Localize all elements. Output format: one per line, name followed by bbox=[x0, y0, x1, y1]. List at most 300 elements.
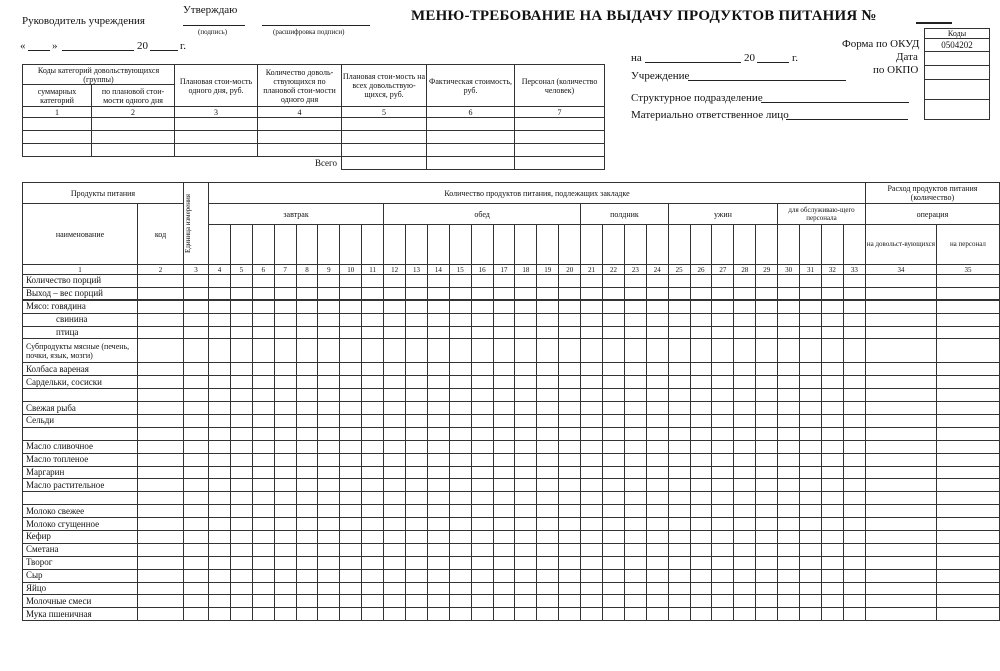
signature-decode-line[interactable] bbox=[262, 25, 370, 26]
row-cell[interactable] bbox=[537, 582, 559, 595]
row-cell[interactable] bbox=[843, 518, 865, 531]
row-cell[interactable] bbox=[756, 339, 778, 363]
row-cell[interactable] bbox=[209, 427, 231, 440]
row-cell[interactable] bbox=[493, 543, 515, 556]
row-cell[interactable] bbox=[252, 608, 274, 621]
row-cell[interactable] bbox=[184, 389, 209, 402]
row-cell[interactable] bbox=[209, 518, 231, 531]
row-cell[interactable] bbox=[252, 275, 274, 288]
row-cell[interactable] bbox=[865, 275, 936, 288]
row-cell[interactable] bbox=[690, 479, 712, 492]
cat-cell[interactable] bbox=[92, 131, 175, 144]
row-cell[interactable] bbox=[362, 376, 384, 389]
row-cell[interactable] bbox=[734, 415, 756, 428]
row-cell[interactable] bbox=[581, 582, 603, 595]
row-cell[interactable] bbox=[800, 518, 822, 531]
row-cell[interactable] bbox=[138, 300, 184, 313]
row-cell[interactable] bbox=[427, 569, 449, 582]
row-cell[interactable] bbox=[340, 505, 362, 518]
row-cell[interactable] bbox=[668, 492, 690, 505]
row-cell[interactable] bbox=[471, 518, 493, 531]
row-cell[interactable] bbox=[138, 556, 184, 569]
row-cell[interactable] bbox=[537, 505, 559, 518]
row-cell[interactable] bbox=[384, 339, 406, 363]
row-cell[interactable] bbox=[406, 313, 428, 326]
row-cell[interactable] bbox=[515, 363, 537, 376]
row-cell[interactable] bbox=[318, 339, 340, 363]
row-cell[interactable] bbox=[603, 595, 625, 608]
row-cell[interactable] bbox=[646, 556, 668, 569]
responsible-line[interactable] bbox=[786, 119, 908, 120]
row-cell[interactable] bbox=[318, 376, 340, 389]
row-cell[interactable] bbox=[406, 543, 428, 556]
cat-cell[interactable] bbox=[92, 118, 175, 131]
row-cell[interactable] bbox=[668, 402, 690, 415]
cat-cell[interactable] bbox=[92, 144, 175, 157]
row-cell[interactable] bbox=[624, 543, 646, 556]
row-cell[interactable] bbox=[427, 492, 449, 505]
cat-cell[interactable] bbox=[23, 131, 92, 144]
meal-subcol-cell[interactable] bbox=[362, 225, 384, 265]
row-cell[interactable] bbox=[252, 427, 274, 440]
row-cell[interactable] bbox=[384, 505, 406, 518]
row-cell[interactable] bbox=[624, 363, 646, 376]
row-cell[interactable] bbox=[427, 543, 449, 556]
row-cell[interactable] bbox=[515, 300, 537, 313]
row-cell[interactable] bbox=[537, 440, 559, 453]
row-cell[interactable] bbox=[778, 376, 800, 389]
row-cell[interactable] bbox=[427, 518, 449, 531]
row-cell[interactable] bbox=[384, 402, 406, 415]
row-cell[interactable] bbox=[559, 313, 581, 326]
row-cell[interactable] bbox=[778, 427, 800, 440]
row-cell[interactable] bbox=[800, 531, 822, 544]
row-cell[interactable] bbox=[690, 453, 712, 466]
row-cell[interactable] bbox=[734, 582, 756, 595]
row-cell[interactable] bbox=[318, 389, 340, 402]
row-cell[interactable] bbox=[690, 518, 712, 531]
row-cell[interactable] bbox=[843, 339, 865, 363]
row-cell[interactable] bbox=[646, 326, 668, 339]
row-cell[interactable] bbox=[843, 466, 865, 479]
row-cell[interactable] bbox=[252, 505, 274, 518]
row-cell[interactable] bbox=[340, 595, 362, 608]
row-cell[interactable] bbox=[646, 300, 668, 313]
row-cell[interactable] bbox=[138, 466, 184, 479]
row-cell[interactable] bbox=[624, 313, 646, 326]
row-cell[interactable] bbox=[449, 275, 471, 288]
row-cell[interactable] bbox=[184, 313, 209, 326]
row-cell[interactable] bbox=[559, 466, 581, 479]
row-cell[interactable] bbox=[712, 479, 734, 492]
meal-subcol-cell[interactable] bbox=[800, 225, 822, 265]
row-cell[interactable] bbox=[252, 440, 274, 453]
row-cell[interactable] bbox=[936, 556, 999, 569]
row-cell[interactable] bbox=[865, 505, 936, 518]
row-cell[interactable] bbox=[427, 415, 449, 428]
row-cell[interactable] bbox=[449, 595, 471, 608]
row-cell[interactable] bbox=[646, 543, 668, 556]
meal-subcol-cell[interactable] bbox=[712, 225, 734, 265]
row-cell[interactable] bbox=[230, 492, 252, 505]
row-cell[interactable] bbox=[406, 339, 428, 363]
row-cell[interactable] bbox=[362, 339, 384, 363]
row-cell[interactable] bbox=[209, 505, 231, 518]
row-cell[interactable] bbox=[936, 313, 999, 326]
row-cell[interactable] bbox=[274, 582, 296, 595]
row-cell[interactable] bbox=[624, 415, 646, 428]
row-cell[interactable] bbox=[537, 313, 559, 326]
row-cell[interactable] bbox=[646, 363, 668, 376]
row-cell[interactable] bbox=[471, 569, 493, 582]
row-cell[interactable] bbox=[668, 608, 690, 621]
row-cell[interactable] bbox=[712, 376, 734, 389]
row-cell[interactable] bbox=[821, 479, 843, 492]
cat-cell[interactable] bbox=[515, 118, 605, 131]
row-cell[interactable] bbox=[690, 339, 712, 363]
row-cell[interactable] bbox=[318, 300, 340, 313]
row-cell[interactable] bbox=[603, 466, 625, 479]
row-cell[interactable] bbox=[668, 582, 690, 595]
row-cell[interactable] bbox=[340, 531, 362, 544]
cat-total-fact[interactable] bbox=[427, 157, 515, 170]
row-cell[interactable] bbox=[936, 402, 999, 415]
row-cell[interactable] bbox=[138, 453, 184, 466]
row-cell[interactable] bbox=[821, 543, 843, 556]
row-cell[interactable] bbox=[449, 556, 471, 569]
row-cell[interactable] bbox=[690, 505, 712, 518]
row-cell[interactable] bbox=[581, 569, 603, 582]
row-cell[interactable] bbox=[362, 275, 384, 288]
row-cell[interactable] bbox=[843, 531, 865, 544]
row-cell[interactable] bbox=[690, 595, 712, 608]
row-cell[interactable] bbox=[756, 505, 778, 518]
code-cell-4[interactable] bbox=[925, 80, 990, 100]
row-cell[interactable] bbox=[559, 479, 581, 492]
cat-cell[interactable] bbox=[175, 118, 258, 131]
row-cell[interactable] bbox=[184, 453, 209, 466]
row-cell[interactable] bbox=[493, 595, 515, 608]
row-cell[interactable] bbox=[515, 531, 537, 544]
meal-subcol-cell[interactable] bbox=[778, 225, 800, 265]
row-cell[interactable] bbox=[449, 415, 471, 428]
row-cell[interactable] bbox=[340, 479, 362, 492]
row-cell[interactable] bbox=[362, 440, 384, 453]
row-cell[interactable] bbox=[734, 287, 756, 300]
row-cell[interactable] bbox=[603, 608, 625, 621]
row-cell[interactable] bbox=[624, 427, 646, 440]
row-cell[interactable] bbox=[690, 326, 712, 339]
row-cell[interactable] bbox=[624, 582, 646, 595]
row-cell[interactable] bbox=[559, 505, 581, 518]
row-cell[interactable] bbox=[515, 492, 537, 505]
row-cell[interactable] bbox=[821, 608, 843, 621]
row-cell[interactable] bbox=[624, 531, 646, 544]
row-cell[interactable] bbox=[318, 275, 340, 288]
row-cell[interactable] bbox=[471, 402, 493, 415]
row-cell[interactable] bbox=[318, 505, 340, 518]
row-cell[interactable] bbox=[493, 453, 515, 466]
row-cell[interactable] bbox=[384, 453, 406, 466]
row-cell[interactable] bbox=[712, 363, 734, 376]
row-cell[interactable] bbox=[493, 582, 515, 595]
row-cell[interactable] bbox=[209, 415, 231, 428]
row-cell[interactable] bbox=[340, 453, 362, 466]
row-cell[interactable] bbox=[581, 402, 603, 415]
row-cell[interactable] bbox=[865, 440, 936, 453]
row-cell[interactable] bbox=[756, 402, 778, 415]
row-cell[interactable] bbox=[756, 313, 778, 326]
row-cell[interactable] bbox=[252, 376, 274, 389]
row-cell[interactable] bbox=[296, 479, 318, 492]
row-cell[interactable] bbox=[296, 453, 318, 466]
row-cell[interactable] bbox=[515, 313, 537, 326]
meal-subcol-cell[interactable] bbox=[603, 225, 625, 265]
row-cell[interactable] bbox=[624, 287, 646, 300]
row-cell[interactable] bbox=[712, 505, 734, 518]
row-cell[interactable] bbox=[712, 326, 734, 339]
row-cell[interactable] bbox=[559, 300, 581, 313]
row-cell[interactable] bbox=[340, 492, 362, 505]
na-line[interactable] bbox=[645, 62, 741, 63]
row-cell[interactable] bbox=[712, 402, 734, 415]
row-cell[interactable] bbox=[471, 492, 493, 505]
row-cell[interactable] bbox=[362, 415, 384, 428]
row-cell[interactable] bbox=[537, 531, 559, 544]
cat-cell[interactable] bbox=[342, 144, 427, 157]
row-cell[interactable] bbox=[624, 466, 646, 479]
row-cell[interactable] bbox=[603, 376, 625, 389]
row-cell[interactable] bbox=[624, 492, 646, 505]
row-cell[interactable] bbox=[734, 466, 756, 479]
row-cell[interactable] bbox=[936, 415, 999, 428]
row-cell[interactable] bbox=[274, 479, 296, 492]
row-cell[interactable] bbox=[603, 402, 625, 415]
row-cell[interactable] bbox=[318, 287, 340, 300]
row-cell[interactable] bbox=[581, 608, 603, 621]
row-cell[interactable] bbox=[493, 569, 515, 582]
meal-subcol-cell[interactable] bbox=[296, 225, 318, 265]
row-cell[interactable] bbox=[603, 569, 625, 582]
row-cell[interactable] bbox=[209, 402, 231, 415]
row-cell[interactable] bbox=[690, 363, 712, 376]
row-cell[interactable] bbox=[252, 543, 274, 556]
row-cell[interactable] bbox=[800, 427, 822, 440]
row-cell[interactable] bbox=[865, 543, 936, 556]
row-cell[interactable] bbox=[821, 440, 843, 453]
row-cell[interactable] bbox=[274, 427, 296, 440]
row-cell[interactable] bbox=[138, 518, 184, 531]
row-cell[interactable] bbox=[690, 492, 712, 505]
row-cell[interactable] bbox=[274, 531, 296, 544]
row-cell[interactable] bbox=[427, 595, 449, 608]
row-cell[interactable] bbox=[230, 415, 252, 428]
row-cell[interactable] bbox=[559, 518, 581, 531]
row-cell[interactable] bbox=[865, 376, 936, 389]
row-cell[interactable] bbox=[296, 569, 318, 582]
row-cell[interactable] bbox=[646, 313, 668, 326]
row-cell[interactable] bbox=[384, 518, 406, 531]
row-cell[interactable] bbox=[493, 326, 515, 339]
row-cell[interactable] bbox=[800, 505, 822, 518]
row-cell[interactable] bbox=[515, 582, 537, 595]
row-cell[interactable] bbox=[821, 569, 843, 582]
row-cell[interactable] bbox=[318, 556, 340, 569]
row-cell[interactable] bbox=[778, 326, 800, 339]
row-cell[interactable] bbox=[712, 466, 734, 479]
row-cell[interactable] bbox=[362, 492, 384, 505]
row-cell[interactable] bbox=[274, 595, 296, 608]
row-cell[interactable] bbox=[184, 492, 209, 505]
row-cell[interactable] bbox=[821, 275, 843, 288]
row-cell[interactable] bbox=[646, 415, 668, 428]
row-cell[interactable] bbox=[515, 440, 537, 453]
cat-cell[interactable] bbox=[258, 131, 342, 144]
row-cell[interactable] bbox=[184, 505, 209, 518]
row-cell[interactable] bbox=[471, 582, 493, 595]
cat-cell[interactable] bbox=[258, 144, 342, 157]
meal-subcol-cell[interactable] bbox=[559, 225, 581, 265]
row-cell[interactable] bbox=[734, 518, 756, 531]
row-cell[interactable] bbox=[756, 300, 778, 313]
row-cell[interactable] bbox=[756, 287, 778, 300]
row-cell[interactable] bbox=[493, 376, 515, 389]
row-cell[interactable] bbox=[603, 389, 625, 402]
row-cell[interactable] bbox=[138, 363, 184, 376]
row-cell[interactable] bbox=[712, 518, 734, 531]
row-cell[interactable] bbox=[690, 275, 712, 288]
row-cell[interactable] bbox=[449, 363, 471, 376]
row-cell[interactable] bbox=[865, 479, 936, 492]
row-cell[interactable] bbox=[209, 363, 231, 376]
row-cell[interactable] bbox=[515, 287, 537, 300]
row-cell[interactable] bbox=[712, 427, 734, 440]
row-cell[interactable] bbox=[734, 440, 756, 453]
row-cell[interactable] bbox=[449, 389, 471, 402]
row-cell[interactable] bbox=[449, 427, 471, 440]
meal-subcol-cell[interactable] bbox=[537, 225, 559, 265]
row-cell[interactable] bbox=[471, 505, 493, 518]
row-cell[interactable] bbox=[646, 376, 668, 389]
row-cell[interactable] bbox=[296, 531, 318, 544]
row-cell[interactable] bbox=[778, 582, 800, 595]
cat-cell[interactable] bbox=[515, 144, 605, 157]
row-cell[interactable] bbox=[296, 339, 318, 363]
row-cell[interactable] bbox=[493, 518, 515, 531]
row-cell[interactable] bbox=[800, 556, 822, 569]
row-cell[interactable] bbox=[936, 389, 999, 402]
row-cell[interactable] bbox=[778, 505, 800, 518]
row-cell[interactable] bbox=[712, 531, 734, 544]
row-cell[interactable] bbox=[936, 287, 999, 300]
row-cell[interactable] bbox=[756, 415, 778, 428]
row-cell[interactable] bbox=[581, 543, 603, 556]
row-cell[interactable] bbox=[690, 402, 712, 415]
row-cell[interactable] bbox=[778, 518, 800, 531]
row-cell[interactable] bbox=[734, 492, 756, 505]
row-cell[interactable] bbox=[821, 466, 843, 479]
row-cell[interactable] bbox=[581, 363, 603, 376]
row-cell[interactable] bbox=[296, 492, 318, 505]
row-cell[interactable] bbox=[800, 492, 822, 505]
row-cell[interactable] bbox=[756, 608, 778, 621]
row-cell[interactable] bbox=[668, 275, 690, 288]
row-cell[interactable] bbox=[318, 582, 340, 595]
row-cell[interactable] bbox=[624, 556, 646, 569]
row-cell[interactable] bbox=[843, 363, 865, 376]
row-cell[interactable] bbox=[778, 556, 800, 569]
row-cell[interactable] bbox=[537, 569, 559, 582]
row-cell[interactable] bbox=[559, 287, 581, 300]
row-cell[interactable] bbox=[800, 453, 822, 466]
date-day-line[interactable] bbox=[28, 50, 50, 51]
meal-subcol-cell[interactable] bbox=[406, 225, 428, 265]
row-cell[interactable] bbox=[800, 608, 822, 621]
row-cell[interactable] bbox=[406, 595, 428, 608]
row-cell[interactable] bbox=[340, 427, 362, 440]
code-cell-5[interactable] bbox=[925, 100, 990, 120]
row-cell[interactable] bbox=[406, 518, 428, 531]
row-cell[interactable] bbox=[515, 275, 537, 288]
row-cell[interactable] bbox=[668, 313, 690, 326]
row-cell[interactable] bbox=[778, 569, 800, 582]
row-cell[interactable] bbox=[734, 556, 756, 569]
row-cell[interactable] bbox=[821, 326, 843, 339]
row-cell[interactable] bbox=[340, 300, 362, 313]
row-cell[interactable] bbox=[756, 326, 778, 339]
row-cell[interactable] bbox=[515, 543, 537, 556]
row-cell[interactable] bbox=[734, 479, 756, 492]
row-cell[interactable] bbox=[537, 453, 559, 466]
row-cell[interactable] bbox=[138, 402, 184, 415]
row-cell[interactable] bbox=[537, 595, 559, 608]
row-cell[interactable] bbox=[230, 569, 252, 582]
row-cell[interactable] bbox=[712, 275, 734, 288]
cat-cell[interactable] bbox=[258, 118, 342, 131]
row-cell[interactable] bbox=[493, 505, 515, 518]
cat-cell[interactable] bbox=[23, 118, 92, 131]
row-cell[interactable] bbox=[865, 300, 936, 313]
row-cell[interactable] bbox=[230, 518, 252, 531]
row-cell[interactable] bbox=[800, 569, 822, 582]
row-cell[interactable] bbox=[843, 415, 865, 428]
row-cell[interactable] bbox=[184, 440, 209, 453]
row-cell[interactable] bbox=[184, 582, 209, 595]
row-cell[interactable] bbox=[515, 402, 537, 415]
date-month-line[interactable] bbox=[62, 50, 134, 51]
row-cell[interactable] bbox=[537, 287, 559, 300]
row-cell[interactable] bbox=[646, 518, 668, 531]
row-cell[interactable] bbox=[690, 415, 712, 428]
row-cell[interactable] bbox=[406, 440, 428, 453]
row-cell[interactable] bbox=[471, 608, 493, 621]
row-cell[interactable] bbox=[252, 326, 274, 339]
row-cell[interactable] bbox=[821, 531, 843, 544]
row-cell[interactable] bbox=[384, 326, 406, 339]
row-cell[interactable] bbox=[406, 300, 428, 313]
row-cell[interactable] bbox=[668, 326, 690, 339]
row-cell[interactable] bbox=[646, 479, 668, 492]
row-cell[interactable] bbox=[296, 275, 318, 288]
row-cell[interactable] bbox=[559, 427, 581, 440]
title-number-line[interactable] bbox=[916, 22, 952, 24]
row-cell[interactable] bbox=[184, 363, 209, 376]
row-cell[interactable] bbox=[427, 287, 449, 300]
row-cell[interactable] bbox=[449, 287, 471, 300]
row-cell[interactable] bbox=[449, 376, 471, 389]
row-cell[interactable] bbox=[296, 543, 318, 556]
row-cell[interactable] bbox=[209, 569, 231, 582]
